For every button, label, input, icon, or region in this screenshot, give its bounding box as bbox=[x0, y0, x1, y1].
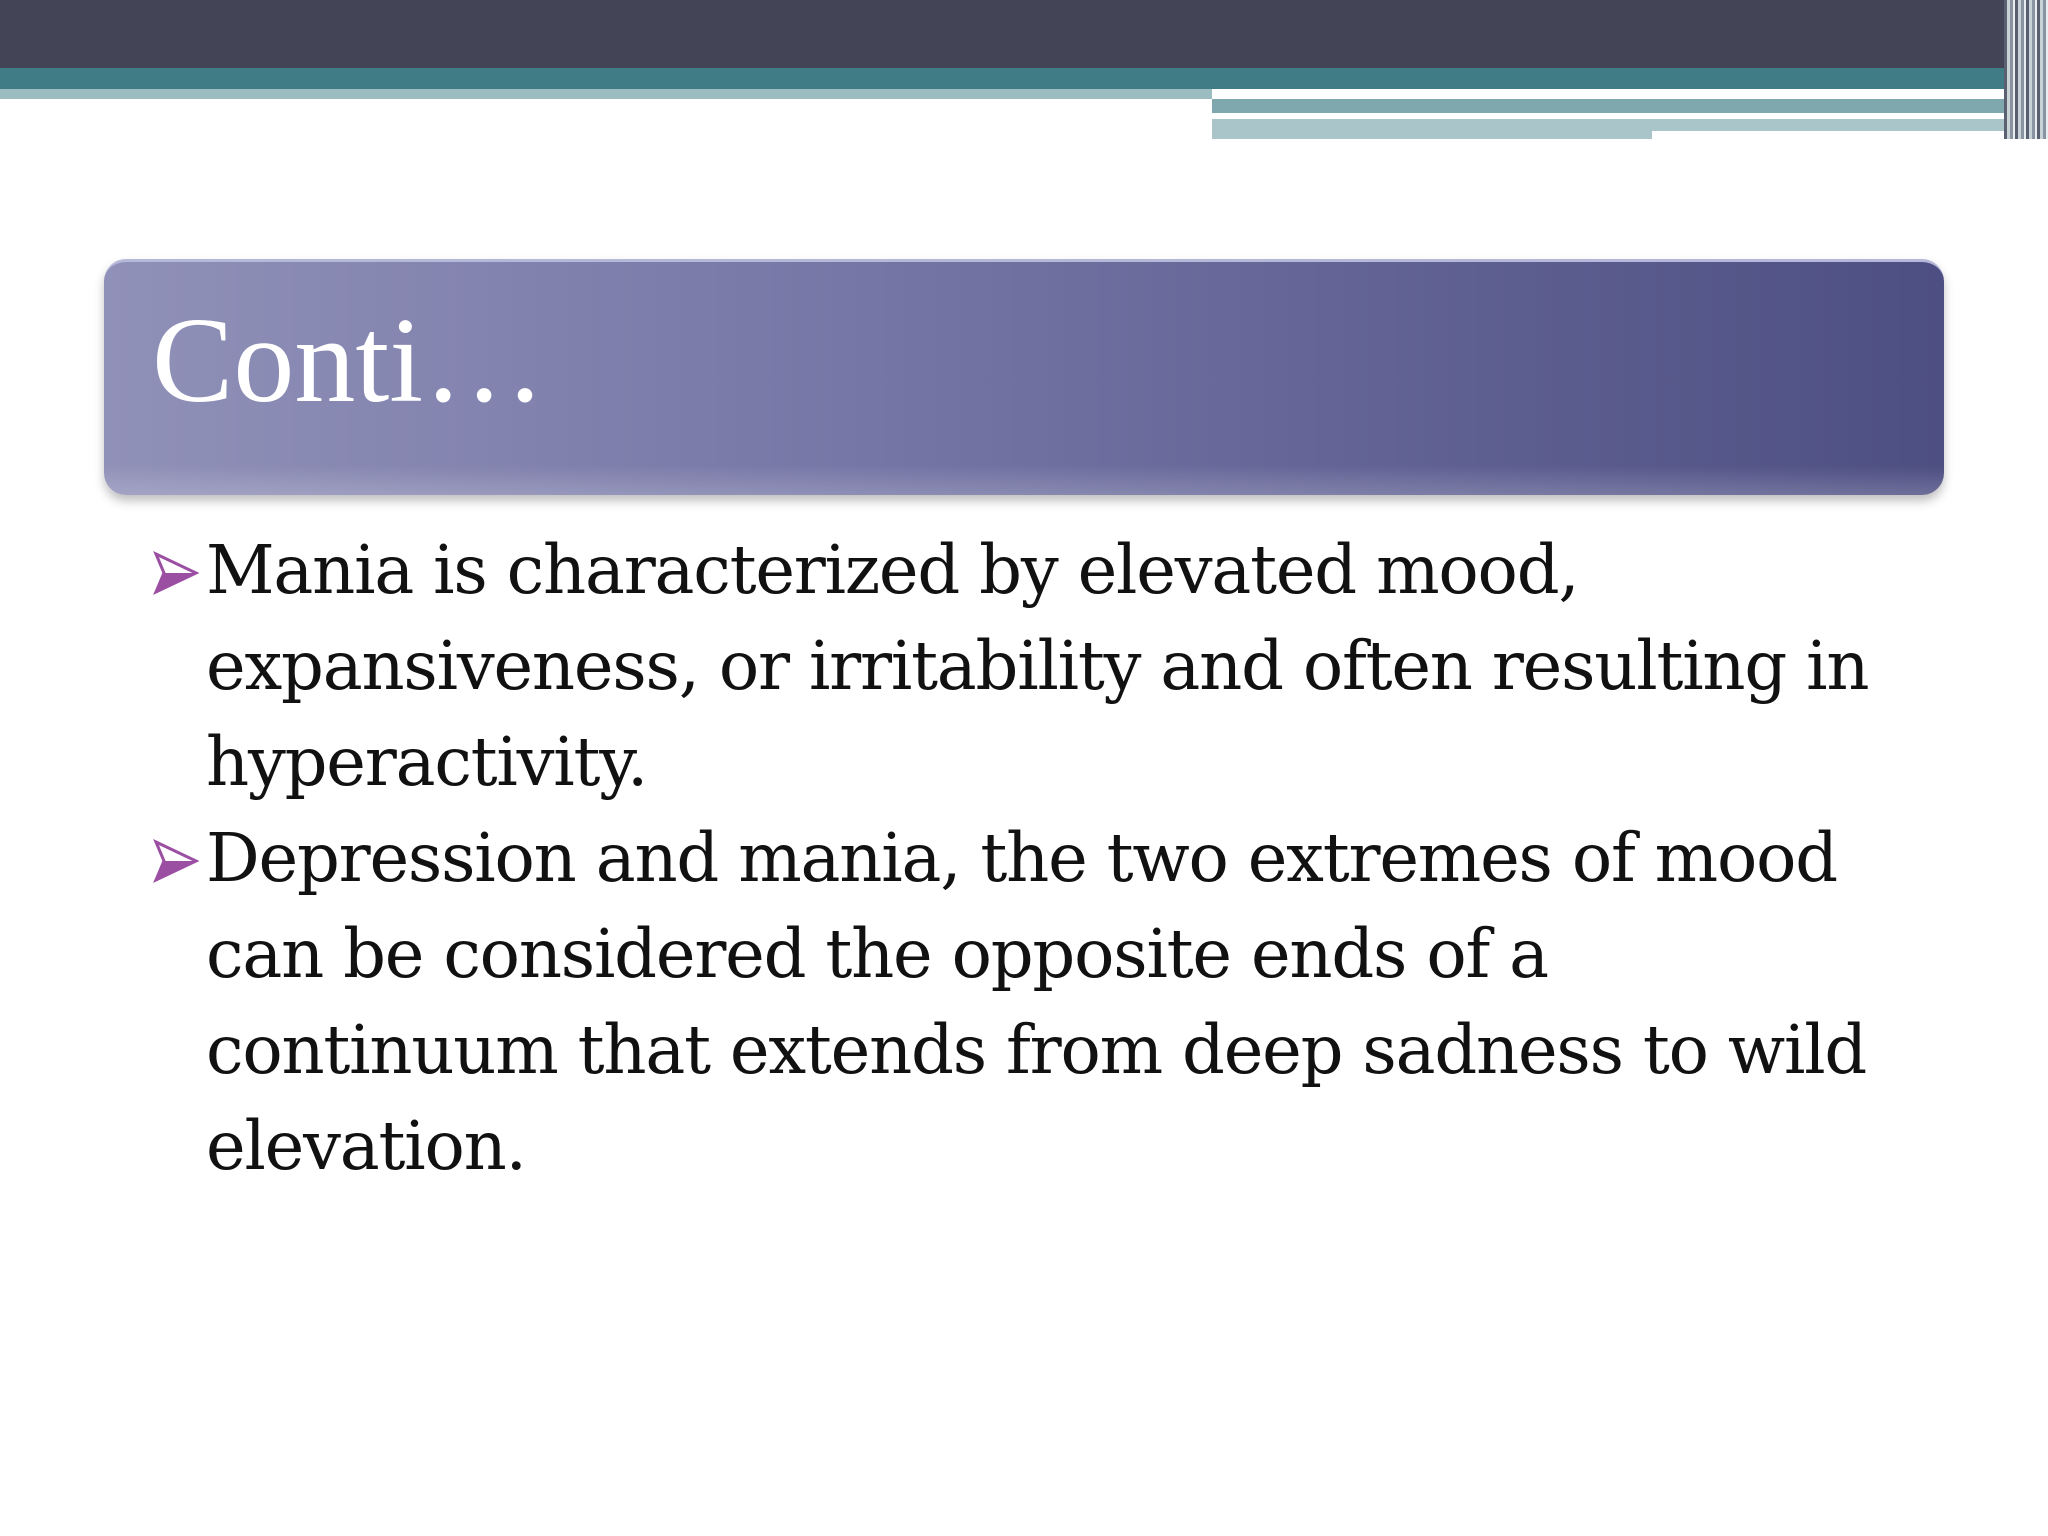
header-band-teal bbox=[0, 68, 2048, 89]
arrow-bullet-icon bbox=[152, 838, 200, 884]
bullet-text: Depression and mania, the two extremes of mood can be considered the opposite ends of a continuum that extends from deep sadness to wild elevation. bbox=[206, 819, 1867, 1185]
slide-title: Conti… bbox=[152, 293, 546, 428]
header-band-teal-light bbox=[0, 89, 1212, 99]
title-banner bbox=[104, 259, 1944, 495]
header-band-accent bbox=[1212, 99, 2048, 113]
header-band-dark bbox=[0, 0, 2048, 68]
header-edge-stripes bbox=[2004, 0, 2048, 139]
bullet-list bbox=[152, 522, 1912, 1194]
header-band-gap-short bbox=[1652, 131, 2048, 139]
bullet-item bbox=[152, 522, 1912, 810]
arrow-bullet-icon bbox=[152, 550, 200, 596]
bullet-item bbox=[152, 810, 1912, 1194]
bullet-text: Mania is characterized by elevated mood, expansiveness, or irritability and often resulting in hyperactivity. bbox=[206, 531, 1869, 801]
